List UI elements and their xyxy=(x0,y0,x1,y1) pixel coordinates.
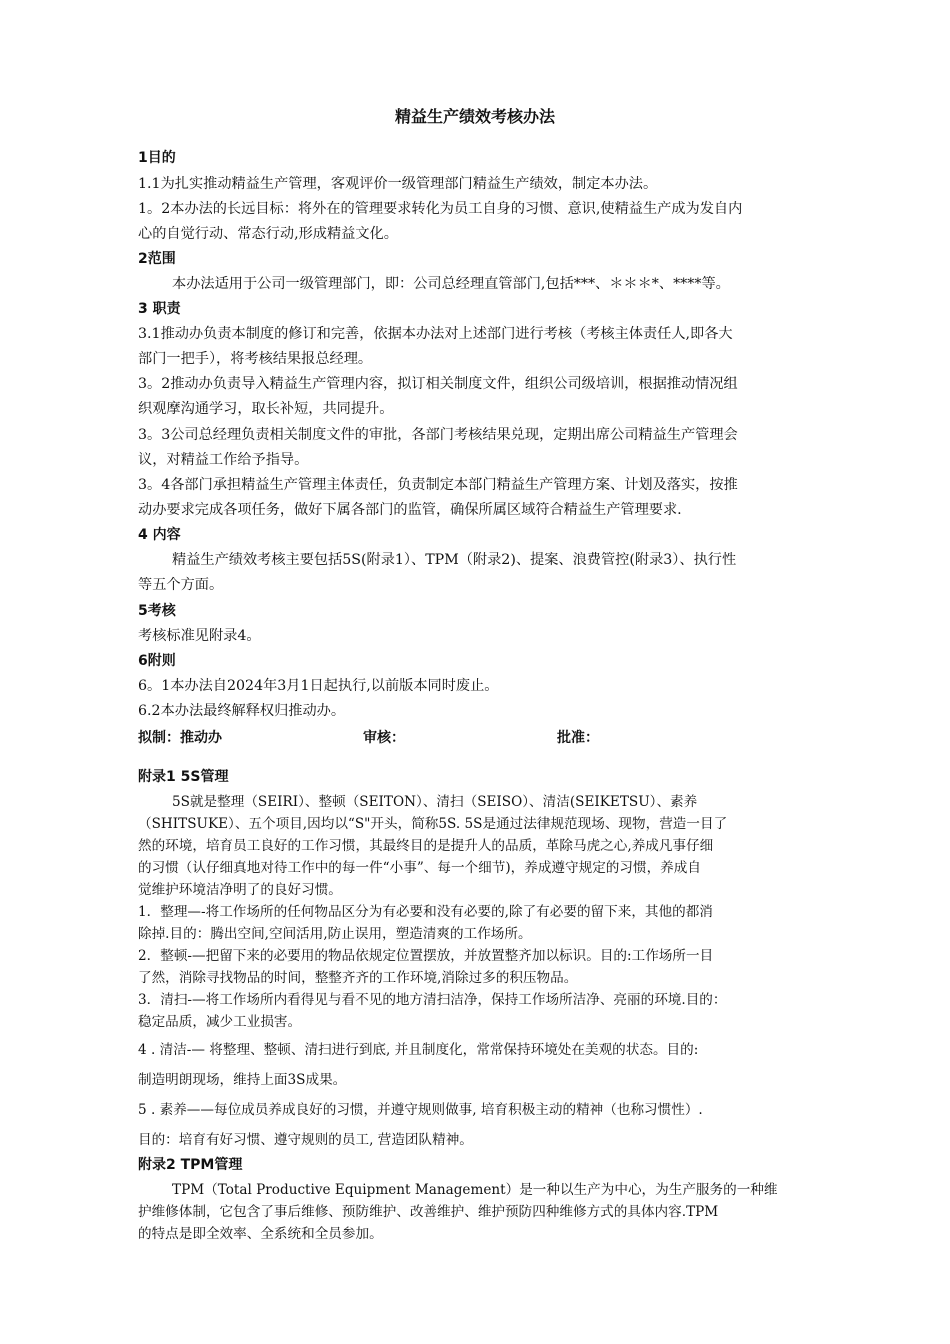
section-heading: 4 内容 xyxy=(138,527,181,543)
paragraph-line: 护维修体制，它包含了事后维修、预防维护、改善维护、维护预防四种维修方式的具体内容.TPM xyxy=(138,1204,719,1220)
paragraph-line: 本办法适用于公司一级管理部门，即：公司总经理直管部门,包括***、＊＊＊*、****等。 xyxy=(172,276,730,292)
paragraph-line: 织观摩沟通学习，取长补短，共同提升。 xyxy=(138,401,394,417)
paragraph-line: 稳定品质，减少工业损害。 xyxy=(138,1014,302,1030)
paragraph-line: 1．整理—-将工作场所的任何物品区分为有必要和没有必要的,除了有必要的留下来，其他的都消 xyxy=(138,904,713,920)
paragraph-line: TPM（Total Productive Equipment Management）是一种以生产为中心，为生产服务的一种维 xyxy=(172,1182,778,1198)
section-heading: 1目的 xyxy=(138,150,176,166)
paragraph-line: 3。3公司总经理负责相关制度文件的审批，各部门考核结果兑现，定期出席公司精益生产管理会 xyxy=(138,427,738,443)
paragraph-line: 2．整顿-—把留下来的必要用的物品依规定位置摆放，并放置整齐加以标识。目的:工作场所一目 xyxy=(138,948,714,964)
paragraph-line: 3。2推动办负责导入精益生产管理内容，拟订相关制度文件，组织公司级培训，根据推动情况组 xyxy=(138,376,738,392)
paragraph-line: 4 . 清洁-— 将整理、整顿、清扫进行到底, 并且制度化，常常保持环境处在美观的状态。目的: xyxy=(138,1042,699,1058)
paragraph-line: 动办要求完成各项任务，做好下属各部门的监管，确保所属区域符合精益生产管理要求. xyxy=(138,502,682,518)
appendix-heading: 附录1 5S管理 xyxy=(138,769,229,785)
paragraph-line: 制造明朗现场，维持上面3S成果。 xyxy=(138,1072,347,1088)
section-heading: 2范围 xyxy=(138,251,176,267)
paragraph-line: （SHITSUKE）、五个项目,因均以“S"开头，简称5S. 5S是通过法律规范现场、现物，营造一目了 xyxy=(138,816,728,832)
paragraph-line: 然的环境，培育员工良好的工作习惯，其最终目的是提升人的品质，革除马虎之心,养成凡事仔细 xyxy=(138,838,714,854)
approver-signature: 批准： xyxy=(557,730,599,746)
paragraph-line: 1。2本办法的长远目标：将外在的管理要求转化为员工自身的习惯、意识,使精益生产成为发自内 xyxy=(138,201,743,217)
reviewer-signature: 审核： xyxy=(363,730,405,746)
paragraph-line: 部门一把手），将考核结果报总经理。 xyxy=(138,351,373,367)
paragraph-line: 5S就是整理（SEIRI）、整顿（SEITON）、清扫（SEISO）、清洁(SEIKETSU）、素养 xyxy=(172,794,698,810)
paragraph-line: 3．清扫-—将工作场所内看得见与看不见的地方清扫洁净，保持工作场所洁净、亮丽的环境.目的： xyxy=(138,992,727,1008)
paragraph-line: 5 . 素养——每位成员养成良好的习惯，并遵守规则做事, 培育积极主动的精神（也称习惯性）. xyxy=(138,1102,703,1118)
paragraph-line: 觉维护环境洁净明了的良好习惯。 xyxy=(138,882,342,898)
paragraph-line: 目的：培育有好习惯、遵守规则的员工, 营造团队精神。 xyxy=(138,1132,473,1148)
paragraph-line: 6.2本办法最终解释权归推动办。 xyxy=(138,703,346,719)
drafter-signature: 拟制：推动办 xyxy=(138,730,222,746)
paragraph-line: 除掉.目的：腾出空间,空间活用,防止误用，塑造清爽的工作场所。 xyxy=(138,926,532,942)
section-heading: 3 职责 xyxy=(138,301,181,317)
paragraph-line: 了然，消除寻找物品的时间，整整齐齐的工作环境,消除过多的积压物品。 xyxy=(138,970,578,986)
paragraph-line: 等五个方面。 xyxy=(138,577,224,593)
paragraph-line: 的特点是即全效率、全系统和全员参加。 xyxy=(138,1226,383,1242)
appendix-heading: 附录2 TPM管理 xyxy=(138,1157,243,1173)
section-heading: 6附则 xyxy=(138,653,176,669)
paragraph-line: 议，对精益工作给予指导。 xyxy=(138,452,309,468)
paragraph-line: 6。1本办法自2024年3月1日起执行,以前版本同时废止。 xyxy=(138,678,499,694)
paragraph-line: 的习惯（认仔细真地对待工作中的每一件“小事”、每一个细节)，养成遵守规定的习惯，养成自 xyxy=(138,860,701,876)
paragraph-line: 1.1为扎实推动精益生产管理，客观评价一级管理部门精益生产绩效，制定本办法。 xyxy=(138,176,658,192)
paragraph-line: 3。4各部门承担精益生产管理主体责任，负责制定本部门精益生产管理方案、计划及落实，按推 xyxy=(138,477,738,493)
paragraph-line: 3.1推动办负责本制度的修订和完善，依据本办法对上述部门进行考核（考核主体责任人,即各大 xyxy=(138,326,733,342)
paragraph-line: 精益生产绩效考核主要包括5S(附录1）、TPM（附录2)、提案、浪费管控(附录3）、执行性 xyxy=(172,552,737,568)
paragraph-line: 心的自觉行动、常态行动,形成精益文化。 xyxy=(138,226,398,242)
document-title: 精益生产绩效考核办法 xyxy=(394,107,555,126)
section-heading: 5考核 xyxy=(138,603,176,619)
paragraph-line: 考核标准见附录4。 xyxy=(138,628,261,644)
